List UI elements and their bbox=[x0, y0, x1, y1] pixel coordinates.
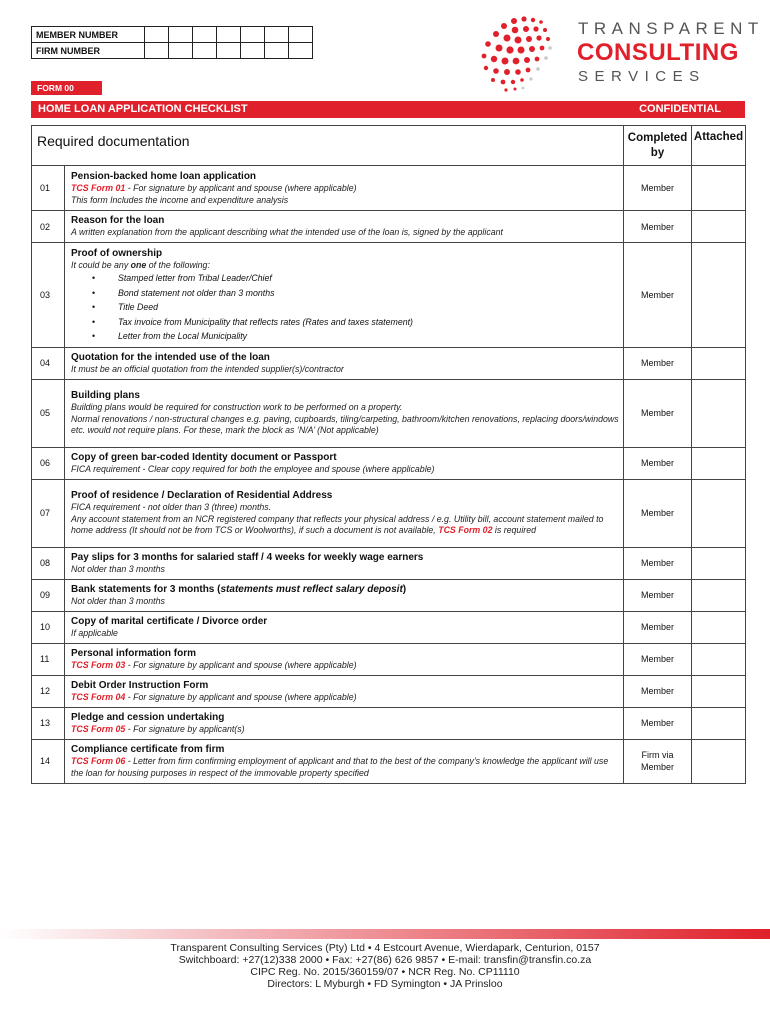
row-description bbox=[65, 211, 624, 243]
firm-number-box[interactable] bbox=[241, 43, 265, 59]
row-detail-text: It could be any bbox=[71, 259, 131, 270]
row-description bbox=[65, 243, 624, 348]
list-item: • Bond statement not older than 3 months bbox=[92, 286, 619, 301]
row-description bbox=[65, 611, 624, 643]
row-detail: Not older than 3 months bbox=[71, 563, 165, 574]
column-header-attached: Attached bbox=[692, 126, 746, 166]
table-row bbox=[32, 611, 746, 643]
firm-number-box[interactable] bbox=[145, 43, 169, 59]
list-item: • Stamped letter from Tribal Leader/Chief bbox=[92, 271, 619, 286]
row-description bbox=[65, 707, 624, 739]
row-number: 11 bbox=[32, 643, 65, 675]
form-reference: TCS Form 01 bbox=[71, 183, 126, 193]
completed-by-cell: Member bbox=[624, 643, 692, 675]
member-number-box[interactable] bbox=[217, 27, 241, 43]
form-reference: TCS Form 06 bbox=[71, 756, 126, 766]
firm-number-label: FIRM NUMBER bbox=[32, 43, 145, 59]
completed-by-line: Firm via bbox=[641, 750, 674, 760]
table-row bbox=[32, 547, 746, 579]
list-item: • Tax invoice from Municipality that reflects rates (Rates and taxes statement) bbox=[92, 315, 619, 330]
row-detail-text: - For signature by applicant and spouse (where applicable) bbox=[125, 183, 357, 193]
attached-checkbox[interactable] bbox=[692, 675, 746, 707]
attached-checkbox[interactable] bbox=[692, 166, 746, 211]
completed-by-cell: Member bbox=[624, 579, 692, 611]
row-number: 02 bbox=[32, 211, 65, 243]
row-detail: FICA requirement - Clear copy required for both the employee and spouse (where applicable) bbox=[71, 463, 435, 474]
row-heading: Pay slips for 3 months for salaried staff / 4 weeks for weekly wage earners bbox=[71, 551, 424, 563]
form-reference: TCS Form 05 bbox=[71, 723, 126, 734]
attached-checkbox[interactable] bbox=[692, 243, 746, 348]
completed-by-cell bbox=[624, 739, 692, 783]
footer-registration: CIPC Reg. No. 2015/360159/07 • NCR Reg. No. CP11110 bbox=[250, 966, 520, 978]
row-detail: FICA requirement - not older than 3 (three) months. bbox=[71, 502, 272, 513]
completed-by-cell: Member bbox=[624, 611, 692, 643]
row-number: 03 bbox=[32, 243, 65, 348]
list-item: • Letter from the Local Municipality bbox=[92, 329, 619, 344]
attached-checkbox[interactable] bbox=[692, 479, 746, 547]
company-logo bbox=[466, 12, 764, 94]
row-description bbox=[65, 166, 624, 211]
table-row bbox=[32, 707, 746, 739]
row-description bbox=[65, 348, 624, 380]
completed-by-cell: Member bbox=[624, 166, 692, 211]
attached-checkbox[interactable] bbox=[692, 447, 746, 479]
firm-number-box[interactable] bbox=[265, 43, 289, 59]
row-heading-text: ) bbox=[402, 583, 407, 595]
firm-number-box[interactable] bbox=[169, 43, 193, 59]
row-detail: Building plans would be required for construction work to be performed on a property. bbox=[71, 402, 403, 413]
table-row bbox=[32, 479, 746, 547]
table-row bbox=[32, 166, 746, 211]
member-number-box[interactable] bbox=[265, 27, 289, 43]
row-heading: Quotation for the intended use of the loan bbox=[71, 352, 270, 363]
row-detail bbox=[71, 724, 619, 736]
completed-by-cell: Member bbox=[624, 211, 692, 243]
row-description bbox=[65, 739, 624, 783]
completed-by-cell: Member bbox=[624, 348, 692, 380]
row-heading: Compliance certificate from firm bbox=[71, 744, 225, 755]
row-detail-text: of the following: bbox=[146, 259, 210, 270]
logo-word-services: SERVICES bbox=[578, 68, 706, 85]
completed-by-cell: Member bbox=[624, 707, 692, 739]
member-number-row bbox=[32, 27, 313, 43]
column-header-completed-by: Completed by bbox=[624, 126, 692, 166]
row-heading: Copy of green bar-coded Identity document or Passport bbox=[71, 451, 337, 463]
completed-by-line: Member bbox=[641, 762, 675, 772]
row-number: 01 bbox=[32, 166, 65, 211]
row-number: 04 bbox=[32, 348, 65, 380]
footer-address: Transparent Consulting Services (Pty) Ltd • 4 Estcourt Avenue, Wierdapark, Centurion, 0157 bbox=[170, 942, 600, 954]
logo-word-transparent: TRANSPARENT bbox=[578, 19, 764, 38]
member-number-label: MEMBER NUMBER bbox=[32, 27, 145, 43]
attached-checkbox[interactable] bbox=[692, 211, 746, 243]
table-row bbox=[32, 348, 746, 380]
table-row bbox=[32, 447, 746, 479]
column-header-required: Required documentation bbox=[32, 126, 624, 166]
row-detail bbox=[71, 756, 619, 779]
row-detail-text: - Letter from firm confirming employment of applicant and that to the best of the company’s knowledge the applicant will use the loan for housing purposes in respect of the immovable property specified bbox=[71, 756, 609, 778]
row-heading: Proof of residence / Declaration of Residential Address bbox=[71, 490, 333, 502]
attached-checkbox[interactable] bbox=[692, 379, 746, 447]
row-description bbox=[65, 479, 624, 547]
table-row bbox=[32, 675, 746, 707]
row-heading-text: Bank statements for 3 months ( bbox=[71, 583, 221, 595]
table-row bbox=[32, 211, 746, 243]
row-heading: Reason for the loan bbox=[71, 215, 165, 227]
row-detail-text: Any account statement from an NCR registered company that reflects your physical address / e.g. Utility bill, account statement mailed to home address (It should not be from TCS or Woolworths), if such a document is not available, bbox=[71, 513, 604, 536]
row-number: 12 bbox=[32, 675, 65, 707]
table-row bbox=[32, 379, 746, 447]
completed-by-cell: Member bbox=[624, 447, 692, 479]
checklist-title: HOME LOAN APPLICATION CHECKLIST bbox=[38, 103, 248, 115]
table-row bbox=[32, 739, 746, 783]
confidential-label: CONFIDENTIAL bbox=[639, 103, 721, 115]
row-heading: Personal information form bbox=[71, 647, 197, 659]
row-heading: Debit Order Instruction Form bbox=[71, 679, 209, 691]
form-reference: TCS Form 03 bbox=[71, 659, 126, 670]
footer-directors: Directors: L Myburgh • FD Symington • JA Prinsloo bbox=[267, 978, 503, 990]
firm-number-box[interactable] bbox=[193, 43, 217, 59]
row-heading: Building plans bbox=[71, 390, 140, 402]
row-detail: If applicable bbox=[71, 627, 118, 638]
table-header-row bbox=[32, 126, 746, 166]
row-description bbox=[65, 675, 624, 707]
member-number-box[interactable] bbox=[289, 27, 313, 43]
row-heading: Pension-backed home loan application bbox=[71, 171, 257, 182]
row-detail bbox=[71, 692, 619, 704]
row-detail: Not older than 3 months bbox=[71, 595, 165, 606]
row-number: 07 bbox=[32, 479, 65, 547]
row-detail bbox=[71, 183, 619, 195]
completed-by-cell: Member bbox=[624, 379, 692, 447]
member-number-box[interactable] bbox=[145, 27, 169, 43]
attached-checkbox[interactable] bbox=[692, 579, 746, 611]
attached-checkbox[interactable] bbox=[692, 547, 746, 579]
row-detail-text: - For signature by applicant(s) bbox=[125, 723, 245, 734]
row-description bbox=[65, 579, 624, 611]
row-heading bbox=[71, 583, 619, 596]
logo-word-consulting: CONSULTING bbox=[577, 39, 739, 66]
row-detail: It must be an official quotation from the intended supplier(s)/contractor bbox=[71, 364, 344, 374]
row-description bbox=[65, 379, 624, 447]
member-number-box[interactable] bbox=[193, 27, 217, 43]
table-row bbox=[32, 243, 746, 348]
footer bbox=[0, 942, 770, 990]
row-number: 14 bbox=[32, 739, 65, 783]
row-number: 13 bbox=[32, 707, 65, 739]
checklist-header-bar bbox=[31, 101, 745, 118]
attached-checkbox[interactable] bbox=[692, 643, 746, 675]
firm-number-row bbox=[32, 43, 313, 59]
checklist-table bbox=[31, 125, 746, 784]
row-description bbox=[65, 447, 624, 479]
row-number: 10 bbox=[32, 611, 65, 643]
row-number: 09 bbox=[32, 579, 65, 611]
row-detail bbox=[71, 260, 619, 272]
table-row bbox=[32, 579, 746, 611]
footer-contact: Switchboard: +27(12)338 2000 • Fax: +27(86) 626 9857 • E-mail: transfin@transfin.co.za bbox=[178, 954, 592, 966]
table-row bbox=[32, 643, 746, 675]
row-heading-emphasis: statements must reflect salary deposit bbox=[220, 583, 403, 595]
row-number: 06 bbox=[32, 447, 65, 479]
firm-number-box[interactable] bbox=[217, 43, 241, 59]
row-number: 08 bbox=[32, 547, 65, 579]
row-detail-text: - For signature by applicant and spouse (where applicable) bbox=[125, 659, 357, 670]
completed-by-cell: Member bbox=[624, 243, 692, 348]
form-reference: TCS Form 02 bbox=[438, 525, 493, 536]
ownership-options-list bbox=[92, 271, 619, 344]
attached-checkbox[interactable] bbox=[692, 739, 746, 783]
row-detail bbox=[71, 514, 619, 537]
row-detail-emphasis: one bbox=[130, 259, 147, 270]
dot-sphere-logo-icon bbox=[466, 12, 576, 94]
row-detail: A written explanation from the applicant describing what the intended use of the loan is, signed by the applicant bbox=[71, 227, 503, 238]
row-heading: Proof of ownership bbox=[71, 247, 163, 259]
row-description bbox=[65, 547, 624, 579]
row-heading: Pledge and cession undertaking bbox=[71, 711, 225, 723]
row-number: 05 bbox=[32, 379, 65, 447]
completed-by-cell: Member bbox=[624, 675, 692, 707]
row-detail: This form Includes the income and expenditure analysis bbox=[71, 194, 289, 205]
row-detail bbox=[71, 660, 619, 672]
firm-number-box[interactable] bbox=[289, 43, 313, 59]
completed-by-cell: Member bbox=[624, 547, 692, 579]
attached-checkbox[interactable] bbox=[692, 348, 746, 380]
row-description bbox=[65, 643, 624, 675]
id-number-grid bbox=[31, 26, 313, 59]
footer-gradient-band bbox=[0, 929, 770, 939]
member-number-box[interactable] bbox=[169, 27, 193, 43]
attached-checkbox[interactable] bbox=[692, 611, 746, 643]
row-detail: Normal renovations / non-structural changes e.g. paving, cupboards, tiling/carpeting, bathroom/kitchen renovations, replacing doors/windows etc. would not require plans. For these, mark the block as ‘N/A’ (Not applicable) bbox=[71, 413, 619, 436]
member-number-box[interactable] bbox=[241, 27, 265, 43]
form-reference: TCS Form 04 bbox=[71, 691, 126, 702]
list-item: • Title Deed bbox=[92, 300, 619, 315]
row-detail-text: is required bbox=[492, 525, 536, 536]
row-detail-text: - For signature by applicant and spouse (where applicable) bbox=[125, 691, 357, 702]
row-heading: Copy of marital certificate / Divorce order bbox=[71, 615, 268, 627]
attached-checkbox[interactable] bbox=[692, 707, 746, 739]
form-number-tag: FORM 00 bbox=[31, 81, 102, 95]
completed-by-cell: Member bbox=[624, 479, 692, 547]
